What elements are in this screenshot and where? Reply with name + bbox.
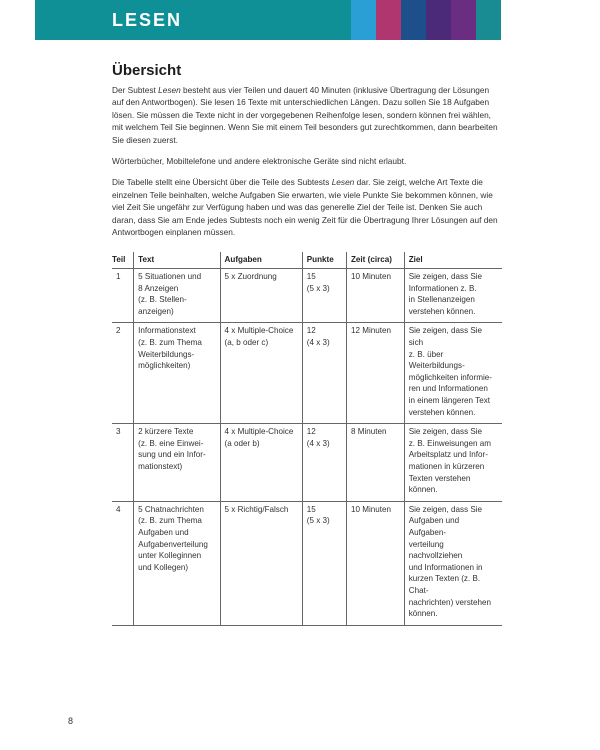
color-stripe [401,0,426,40]
cell-ziel: Sie zeigen, dass Sie z. B. Einweisungen am Arbeitsplatz und Infor- mationen in kürzeren Texten verstehen können. [404,424,502,502]
color-stripe [351,0,376,40]
cell-aufgaben: 5 x Richtig/Falsch [220,501,302,625]
cell-teil: 4 [112,501,134,625]
cell-aufgaben: 5 x Zuordnung [220,269,302,323]
section-banner [35,0,501,40]
cell-punkte: 15 (5 x 3) [302,501,346,625]
cell-aufgaben: 4 x Multiple-Choice (a oder b) [220,424,302,502]
intro-paragraph: Der Subtest Lesen besteht aus vier Teilen und dauert 40 Minuten (inklusive Übertragung der Lösungen auf den Antwortbogen). Sie lesen 16 Texte mit unterschiedlichen Längen. Dazu sollen Sie 18 Aufgaben lösen. Sie müssen die Texte nicht in der vorgegebenen Reihenfolge lesen, sondern können frei wählen, mit welchem Teil Sie beginnen. Wenn Sie mit einem Teil besonders gut zurechtkommen, dann bearbeiten Sie diesen zuerst. [112,85,498,145]
table-row [112,323,502,424]
cell-zeit: 10 Minuten [346,269,404,323]
cell-teil: 2 [112,323,134,424]
table-intro-paragraph: Die Tabelle stellt eine Übersicht über die Teile des Subtests Lesen dar. Sie zeigt, welche Art Texte die einzelnen Teile beinhalten, welche Aufgaben Sie erwarten, wie viele Punkte Sie bekommen können, wie viel Zeit Sie ungefähr zur Verfügung haben und was das generelle Ziel der Teile ist. Denken Sie auch daran, dass Sie am Ende jedes Subtests noch ein wenig Zeit für die Übertragung Ihrer Lösungen auf den Antwortbogen einplanen müssen. [112,177,498,238]
column-header-text: Text [134,252,220,268]
table-row [112,269,502,323]
cell-text: 5 Chatnachrichten (z. B. zum Thema Aufgaben und Aufgabenverteilung unter Kolleginnen und Kollegen) [134,501,220,625]
cell-text: 2 kürzere Texte (z. B. eine Einwei- sung und ein Infor- mationstext) [134,424,220,502]
cell-zeit: 10 Minuten [346,501,404,625]
cell-zeit: 12 Minuten [346,323,404,424]
section-title: LESEN [112,9,183,30]
cell-ziel: Sie zeigen, dass Sie Informationen z. B. in Stellenanzeigen verstehen können. [404,269,502,323]
main-content [112,62,502,626]
table-header-row [112,252,502,268]
cell-aufgaben: 4 x Multiple-Choice (a, b oder c) [220,323,302,424]
cell-zeit: 8 Minuten [346,424,404,502]
table-row [112,501,502,625]
cell-teil: 3 [112,424,134,502]
color-stripe [451,0,476,40]
column-header-zeit: Zeit (circa) [346,252,404,268]
column-header-aufgaben: Aufgaben [220,252,302,268]
cell-text: Informationstext (z. B. zum Thema Weiterbildungs- möglichkeiten) [134,323,220,424]
table-row [112,424,502,502]
cell-text: 5 Situationen und 8 Anzeigen (z. B. Stellen- anzeigen) [134,269,220,323]
cell-punkte: 12 (4 x 3) [302,323,346,424]
cell-punkte: 15 (5 x 3) [302,269,346,323]
overview-heading: Übersicht [112,62,182,79]
color-stripe [426,0,451,40]
cell-punkte: 12 (4 x 3) [302,424,346,502]
column-header-teil: Teil [112,255,126,265]
column-header-punkte: Punkte [302,252,346,268]
cell-ziel: Sie zeigen, dass Sie sich z. B. über Weiterbildungs- möglichkeiten informie- ren und Informationen in einem längeren Text verstehen können. [404,323,502,424]
overview-table [112,252,502,625]
page-number: 8 [68,716,74,726]
color-stripe [476,0,501,40]
cell-teil: 1 [112,269,134,323]
column-header-ziel: Ziel [404,252,502,268]
cell-ziel: Sie zeigen, dass Sie Aufgaben und Aufgaben- verteilung nachvollziehen und Informationen in kurzen Texten (z. B. Chat- nachrichten) verstehen können. [404,501,502,625]
color-stripe [376,0,401,40]
rules-paragraph: Wörterbücher, Mobiltelefone und andere elektronische Geräte sind nicht erlaubt. [112,156,407,167]
color-stripes [351,0,501,40]
